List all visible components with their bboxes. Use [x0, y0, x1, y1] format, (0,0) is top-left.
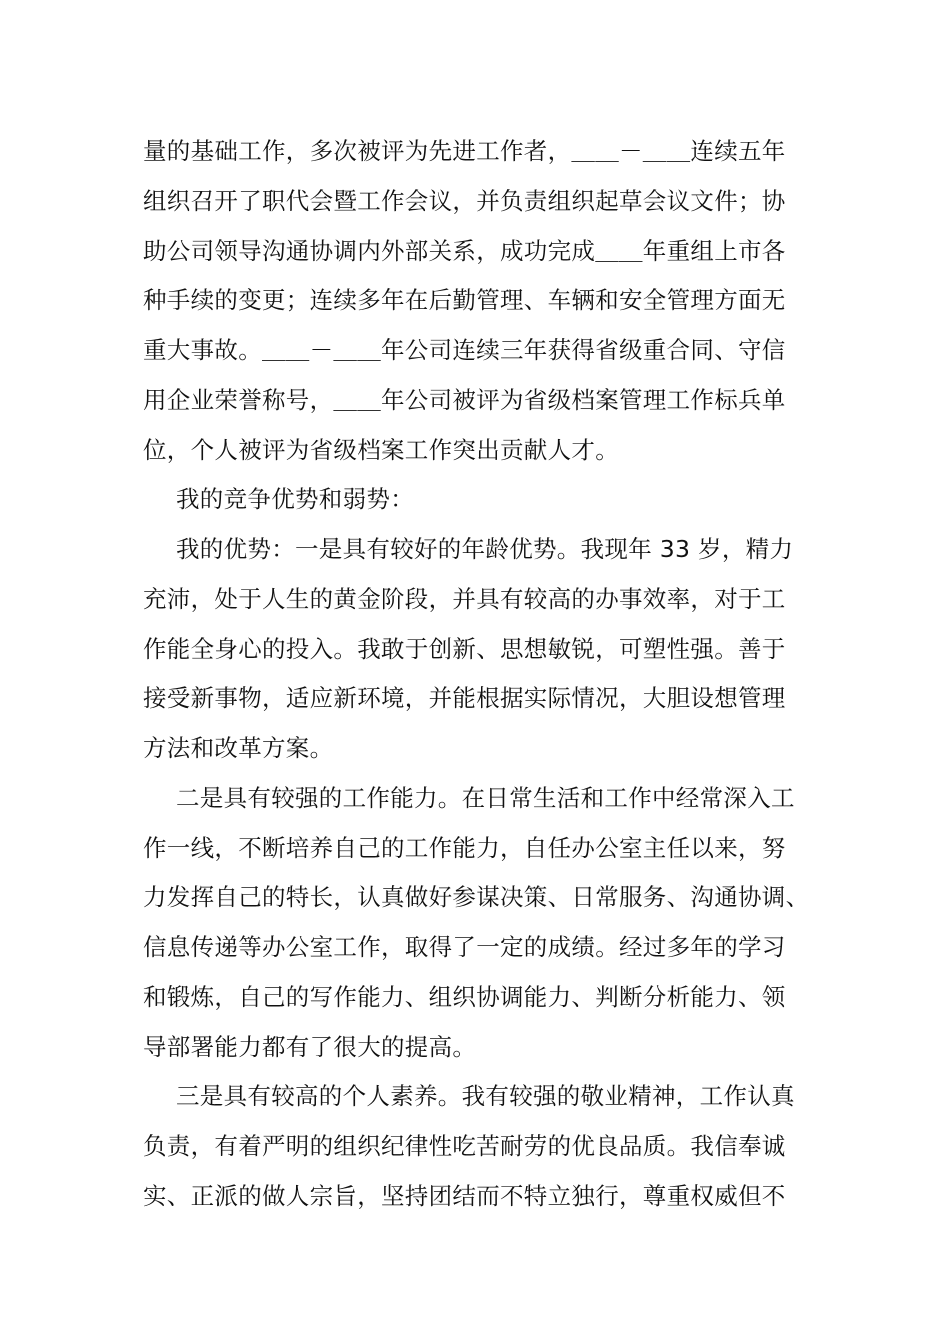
text-line: 重大事故。＿＿－＿＿年公司连续三年获得省级重合同、守信: [143, 336, 786, 364]
paragraph-start: 三是具有较高的个人素养。我有较强的敬业精神，工作认真: [176, 1082, 795, 1110]
text-line: 充沛，处于人生的黄金阶段，并具有较高的办事效率，对于工: [143, 585, 786, 613]
section-heading: 我的竞争优势和弱势：: [176, 485, 414, 513]
text-line: 助公司领导沟通协调内外部关系，成功完成＿＿年重组上市各: [143, 237, 786, 265]
text-line: 位，个人被评为省级档案工作突出贡献人才。: [143, 436, 619, 464]
text-line: 种手续的变更；连续多年在后勤管理、车辆和安全管理方面无: [143, 286, 786, 314]
text-line: 作能全身心的投入。我敢于创新、思想敏锐，可塑性强。善于: [143, 635, 786, 663]
paragraph-start: 我的优势：一是具有较好的年龄优势。我现年 33 岁，精力: [176, 535, 794, 563]
text-line: 接受新事物，适应新环境，并能根据实际情况，大胆设想管理: [143, 684, 786, 712]
text-line: 方法和改革方案。: [143, 734, 334, 762]
text-line: 负责，有着严明的组织纪律性吃苦耐劳的优良品质。我信奉诚: [143, 1132, 786, 1160]
text-line: 实、正派的做人宗旨，坚持团结而不特立独行，尊重权威但不: [143, 1182, 786, 1210]
text-line: 用企业荣誉称号，＿＿年公司被评为省级档案管理工作标兵单: [143, 386, 786, 414]
text-line: 信息传递等办公室工作，取得了一定的成绩。经过多年的学习: [143, 933, 786, 961]
text-line: 作一线，不断培养自己的工作能力，自任办公室主任以来，努: [143, 834, 786, 862]
text-line: 力发挥自己的特长，认真做好参谋决策、日常服务、沟通协调、: [143, 883, 810, 911]
text-line: 量的基础工作，多次被评为先进工作者，＿＿－＿＿连续五年: [143, 137, 786, 165]
text-line: 组织召开了职代会暨工作会议，并负责组织起草会议文件；协: [143, 187, 786, 215]
paragraph-start: 二是具有较强的工作能力。在日常生活和工作中经常深入工: [176, 784, 795, 812]
text-line: 和锻炼，自己的写作能力、组织协调能力、判断分析能力、领: [143, 983, 786, 1011]
text-line: 导部署能力都有了很大的提高。: [143, 1033, 477, 1061]
